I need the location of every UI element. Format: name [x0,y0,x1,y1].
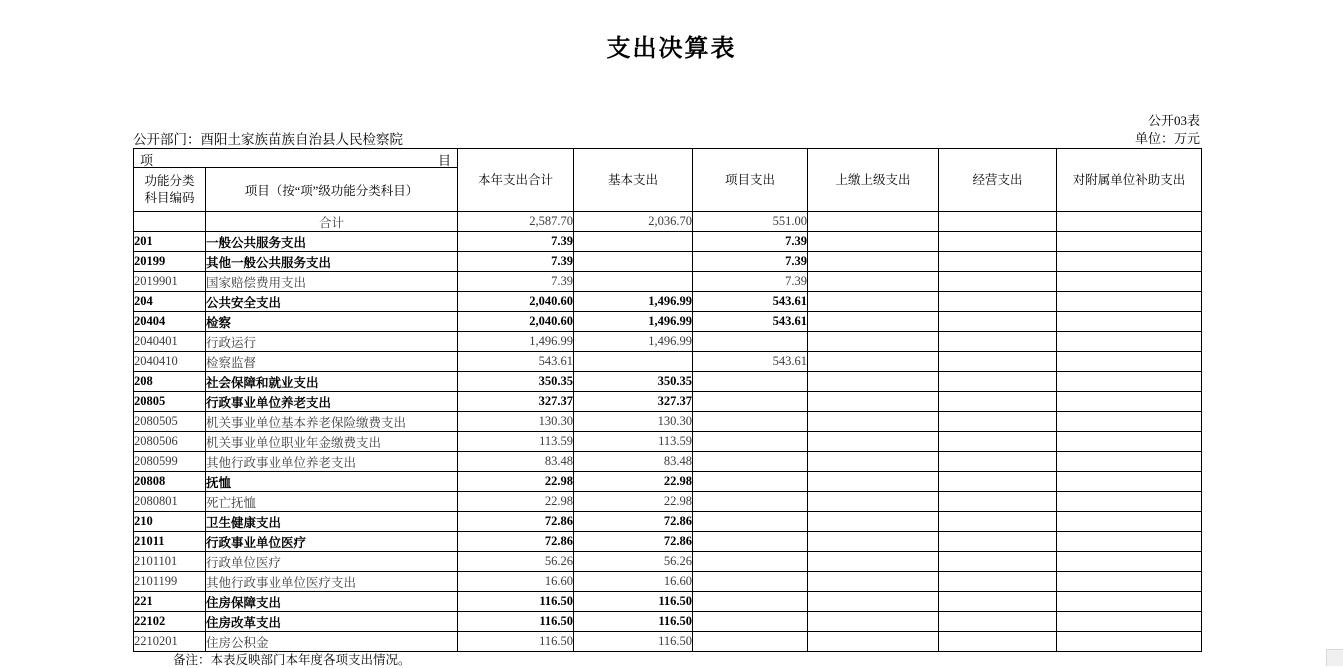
amount-unit: 单位：万元 [1134,131,1200,146]
row-project [693,372,808,392]
row-basic: 116.50 [574,632,693,652]
row-project [693,552,808,572]
row-name: 行政事业单位医疗 [206,532,458,552]
row-subsidy [1057,632,1202,652]
row-basic: 350.35 [574,372,693,392]
document-page [0,28,1343,666]
row-operating [939,612,1057,632]
row-basic: 56.26 [574,552,693,572]
row-operating [939,412,1057,432]
row-operating [939,212,1057,232]
table-row [134,352,1202,372]
row-total: 7.39 [458,272,574,292]
table-row [134,232,1202,252]
row-remit [808,552,939,572]
row-subsidy [1057,212,1202,232]
row-basic: 1,496.99 [574,292,693,312]
row-name: 其他行政事业单位医疗支出 [206,572,458,592]
row-name: 公共安全支出 [206,292,458,312]
table-row [134,272,1202,292]
row-name: 行政事业单位养老支出 [206,392,458,412]
row-name: 检察监督 [206,352,458,372]
row-project: 7.39 [693,232,808,252]
row-code: 2080505 [134,412,206,432]
row-total: 56.26 [458,552,574,572]
row-subsidy [1057,412,1202,432]
form-number: 公开03表 [1147,113,1200,128]
table-row [134,392,1202,412]
row-remit [808,432,939,452]
column-header-item: 项目（按“项”级功能分类科目） [206,168,458,212]
row-basic: 327.37 [574,392,693,412]
row-subsidy [1057,612,1202,632]
table-row [134,312,1202,332]
row-total: 72.86 [458,512,574,532]
row-remit [808,632,939,652]
column-header-subsidy: 对附属单位补助支出 [1057,149,1202,212]
expenditure-table [133,148,1202,652]
row-total: 7.39 [458,252,574,272]
row-remit [808,592,939,612]
row-subsidy [1057,332,1202,352]
row-subsidy [1057,592,1202,612]
column-header-code-line2: 科目编码 [144,190,195,205]
row-code: 2101101 [134,552,206,572]
row-code: 2040401 [134,332,206,352]
corner-right-label: 目 [437,153,451,168]
row-code: 2210201 [134,632,206,652]
row-code: 2080599 [134,452,206,472]
row-name: 机关事业单位职业年金缴费支出 [206,432,458,452]
row-operating [939,572,1057,592]
form-meta [1135,112,1200,148]
row-project [693,412,808,432]
column-header-code [134,168,206,212]
table-row [134,572,1202,592]
row-basic: 1,496.99 [574,312,693,332]
row-project [693,492,808,512]
column-header-operating: 经营支出 [939,149,1057,212]
row-code: 2040410 [134,352,206,372]
row-code: 2080506 [134,432,206,452]
table-row [134,472,1202,492]
expenditure-table-wrap [133,148,1201,652]
row-operating [939,492,1057,512]
table-row [134,532,1202,552]
row-remit [808,232,939,252]
row-subsidy [1057,572,1202,592]
table-row [134,292,1202,312]
row-name: 住房改革支出 [206,612,458,632]
row-name: 检察 [206,312,458,332]
row-name: 住房公积金 [206,632,458,652]
department-label: 公开部门： [133,132,201,147]
row-subsidy [1057,372,1202,392]
row-total: 543.61 [458,352,574,372]
row-total: 72.86 [458,532,574,552]
row-operating [939,552,1057,572]
row-name: 住房保障支出 [206,592,458,612]
corner-left-label: 项 [140,153,154,168]
row-remit [808,352,939,372]
row-operating [939,352,1057,372]
row-name: 死亡抚恤 [206,492,458,512]
row-basic: 72.86 [574,512,693,532]
row-project [693,592,808,612]
row-name: 其他行政事业单位养老支出 [206,452,458,472]
row-subsidy [1057,252,1202,272]
row-operating [939,512,1057,532]
column-header-total: 本年支出合计 [458,149,574,212]
corner-cell [134,149,458,168]
row-project: 7.39 [693,252,808,272]
row-project [693,432,808,452]
table-row [134,552,1202,572]
row-subsidy [1057,232,1202,252]
row-code: 21011 [134,532,206,552]
row-total: 22.98 [458,492,574,512]
row-operating [939,632,1057,652]
footnote-text: 备注：本表反映部门本年度各项支出情况。 [173,653,411,667]
row-project: 543.61 [693,352,808,372]
row-basic: 16.60 [574,572,693,592]
row-total: 16.60 [458,572,574,592]
row-remit [808,252,939,272]
row-remit [808,392,939,412]
row-total: 130.30 [458,412,574,432]
table-row [134,432,1202,452]
row-project [693,512,808,532]
row-name: 国家赔偿费用支出 [206,272,458,292]
row-project: 551.00 [693,212,808,232]
row-operating [939,432,1057,452]
row-project [693,572,808,592]
row-project: 7.39 [693,272,808,292]
table-row [134,592,1202,612]
row-project [693,452,808,472]
row-project [693,392,808,412]
row-remit [808,512,939,532]
row-project [693,332,808,352]
row-project: 543.61 [693,312,808,332]
column-header-project: 项目支出 [693,149,808,212]
row-name: 一般公共服务支出 [206,232,458,252]
row-basic: 116.50 [574,612,693,632]
row-subsidy [1057,452,1202,472]
row-remit [808,472,939,492]
row-project [693,472,808,492]
row-total: 7.39 [458,232,574,252]
row-subsidy [1057,472,1202,492]
row-project: 543.61 [693,292,808,312]
row-total: 327.37 [458,392,574,412]
row-total: 116.50 [458,612,574,632]
table-row [134,332,1202,352]
table-header-corner-row [134,149,1202,168]
row-total: 2,040.60 [458,292,574,312]
table-row [134,452,1202,472]
row-project [693,612,808,632]
table-row [134,212,1202,232]
row-code: 2080801 [134,492,206,512]
table-row [134,632,1202,652]
column-header-code-line1: 功能分类 [144,173,195,188]
row-remit [808,492,939,512]
row-operating [939,232,1057,252]
row-remit [808,532,939,552]
table-footnote [133,650,411,668]
table-row [134,612,1202,632]
row-code: 20199 [134,252,206,272]
row-basic [574,272,693,292]
row-total: 2,040.60 [458,312,574,332]
row-basic [574,232,693,252]
row-name: 行政运行 [206,332,458,352]
row-basic: 113.59 [574,432,693,452]
row-subsidy [1057,552,1202,572]
row-operating [939,452,1057,472]
row-name: 合计 [206,212,458,232]
row-remit [808,412,939,432]
row-remit [808,452,939,472]
table-row [134,372,1202,392]
row-code: 208 [134,372,206,392]
row-name: 行政单位医疗 [206,552,458,572]
table-row [134,412,1202,432]
row-name: 其他一般公共服务支出 [206,252,458,272]
row-basic [574,252,693,272]
row-operating [939,272,1057,292]
row-code: 2101199 [134,572,206,592]
row-code: 210 [134,512,206,532]
department-name: 酉阳土家族苗族自治县人民检察院 [200,132,403,147]
row-subsidy [1057,292,1202,312]
row-name: 卫生健康支出 [206,512,458,532]
row-total: 1,496.99 [458,332,574,352]
row-total: 350.35 [458,372,574,392]
row-basic [574,352,693,372]
row-total: 83.48 [458,452,574,472]
row-subsidy [1057,532,1202,552]
scrollbar-corner[interactable] [1326,649,1343,666]
row-subsidy [1057,392,1202,412]
row-basic: 83.48 [574,452,693,472]
row-total: 22.98 [458,472,574,492]
row-remit [808,212,939,232]
page-title: 支出决算表 [606,35,737,62]
row-operating [939,592,1057,612]
row-operating [939,472,1057,492]
column-header-basic: 基本支出 [574,149,693,212]
row-remit [808,312,939,332]
column-header-remit-upper: 上缴上级支出 [808,149,939,212]
row-name: 机关事业单位基本养老保险缴费支出 [206,412,458,432]
row-basic: 22.98 [574,472,693,492]
row-subsidy [1057,312,1202,332]
table-row [134,512,1202,532]
row-total: 116.50 [458,592,574,612]
row-code: 20808 [134,472,206,492]
row-operating [939,332,1057,352]
row-operating [939,392,1057,412]
row-name: 社会保障和就业支出 [206,372,458,392]
row-project [693,632,808,652]
table-row [134,252,1202,272]
row-total: 2,587.70 [458,212,574,232]
row-operating [939,372,1057,392]
row-subsidy [1057,512,1202,532]
row-project [693,532,808,552]
table-row [134,492,1202,512]
row-subsidy [1057,352,1202,372]
row-operating [939,312,1057,332]
row-total: 113.59 [458,432,574,452]
row-basic: 130.30 [574,412,693,432]
row-remit [808,612,939,632]
row-code: 20404 [134,312,206,332]
row-subsidy [1057,492,1202,512]
row-basic: 72.86 [574,532,693,552]
row-code: 221 [134,592,206,612]
row-subsidy [1057,432,1202,452]
row-subsidy [1057,272,1202,292]
row-remit [808,372,939,392]
row-remit [808,292,939,312]
row-basic: 1,496.99 [574,332,693,352]
row-operating [939,252,1057,272]
row-basic: 22.98 [574,492,693,512]
row-basic: 116.50 [574,592,693,612]
row-code: 22102 [134,612,206,632]
row-remit [808,332,939,352]
row-operating [939,532,1057,552]
row-code: 201 [134,232,206,252]
department-line [133,128,403,148]
row-remit [808,572,939,592]
row-code: 204 [134,292,206,312]
row-total: 116.50 [458,632,574,652]
row-remit [808,272,939,292]
row-name: 抚恤 [206,472,458,492]
row-code: 2019901 [134,272,206,292]
row-operating [939,292,1057,312]
row-code: 20805 [134,392,206,412]
row-basic: 2,036.70 [574,212,693,232]
row-code [134,212,206,232]
